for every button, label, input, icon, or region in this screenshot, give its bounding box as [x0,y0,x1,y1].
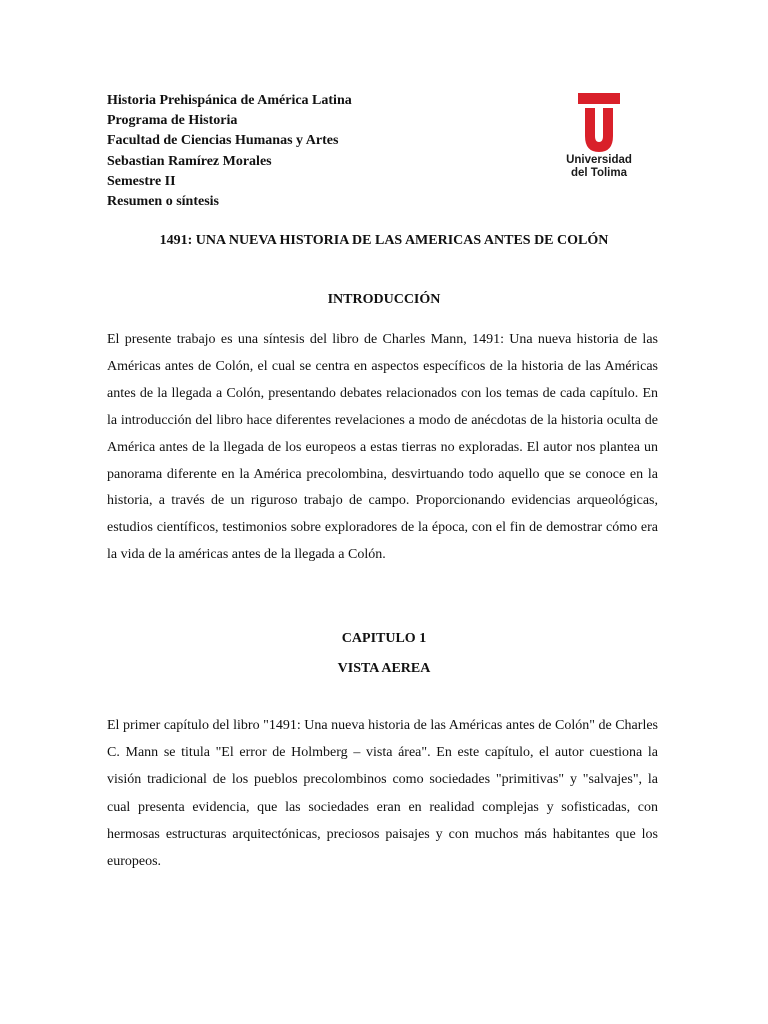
document-header [107,91,527,212]
course-name: Historia Prehispánica de América Latina [107,93,352,108]
faculty-name: Facultad de Ciencias Humanas y Artes [107,133,339,149]
chapter-paragraph: El primer capítulo del libro "1491: Una nueva historia de las Américas antes de Colón" de Charles C. Mann se titula "El error de Holmberg – vista área". En este capítulo, el autor cuestiona la visión tradicional de los pueblos precolombinos como sociedades "primitivas" y "salvajes", la cual presenta evidencia, que las sociedades eran en realidad complejas y sofisticadas, con hermosas estructuras arquitectónicas, preciosos paisajes y con muchos más habitantes que los europeos. [107,718,658,870]
chapter-heading: CAPITULO 1 [341,631,427,646]
intro-paragraph: El presente trabajo es una síntesis del libro de Charles Mann, 1491: Una nueva historia de las Américas antes de Colón, el cual se centra en aspectos específicos de la historia de las Américas antes de la llegada a Colón, presentando debates relacionados con los temas de cada capítulo. En la introducción del libro hace diferentes revelaciones a modo de anécdotas de la historia oculta de América antes de la llegada de los europeos a estas tierras no exploradas. El autor nos plantea un panorama diferente en la América precolombina, desvirtuando todo aquello que se conoce en la historia, a través de un riguroso trabajo de campo. Proporcionando evidencias arqueológicas, estudios científicos, testimonios sobre exploradores de la época, con el fin de demostrar cómo era la vida de la américas antes de la llegada a Colón. [107,332,658,563]
chapter-subheading: VISTA AEREA [337,661,431,676]
document-type: Resumen o síntesis [107,194,220,210]
logo-text-line2: del Tolima [570,167,628,179]
logo-text-line1: Universidad [566,154,632,166]
document-title: 1491: UNA NUEVA HISTORIA DE LAS AMERICAS ANTES DE COLÓN [159,233,609,248]
program-name: Programa de Historia [107,113,238,129]
university-logo-icon [578,93,620,153]
university-logo [562,93,636,179]
intro-heading: INTRODUCCIÓN [327,292,441,307]
semester: Semestre II [107,173,176,189]
author-name: Sebastian Ramírez Morales [107,153,272,169]
